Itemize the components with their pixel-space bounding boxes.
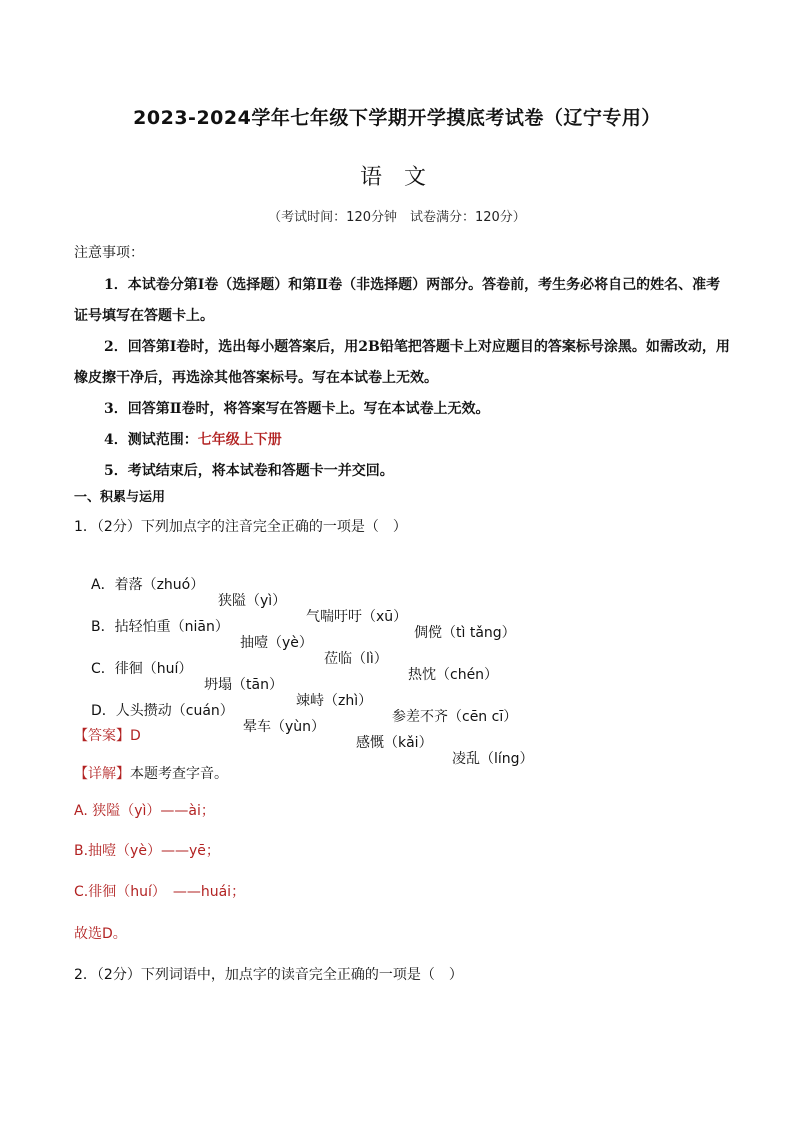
subject-heading: 语文 xyxy=(359,165,448,190)
detail-line xyxy=(74,763,228,783)
note-prefix: 4．测试范围： xyxy=(104,432,198,448)
conclusion: 故选D。 xyxy=(74,926,127,942)
answer-label: 【答案】D xyxy=(74,728,141,744)
option-term: 莅临（lì） xyxy=(324,651,388,667)
notes-list xyxy=(74,270,730,487)
explanation-item: B.抽噎（yè）——yē； xyxy=(74,843,220,859)
option-term: 参差不齐（cēn cī） xyxy=(392,709,518,725)
option-term: 抽噎（yè） xyxy=(240,635,313,651)
option-term: 倜傥（tì tǎng） xyxy=(414,625,516,641)
note-item: 5．考试结束后，将本试卷和答题卡一并交回。 xyxy=(104,463,394,479)
section-heading: 一、积累与运用 xyxy=(74,490,166,505)
note-item: 2．回答第Ⅰ卷时，选出每小题答案后，用2B铅笔把答题卡上对应题目的答案标号涂黑。如需改动，用橡皮擦干净后，再选涂其他答案标号。写在本试卷上无效。 xyxy=(74,339,730,386)
note-item: 1．本试卷分第Ⅰ卷（选择题）和第Ⅱ卷（非选择题）两部分。答卷前，考生务必将自己的姓名、准考证号填写在答题卡上。 xyxy=(74,277,721,324)
option-term: B．拈轻怕重（niān） xyxy=(91,619,229,635)
note-item xyxy=(74,425,730,456)
option-term: 凌乱（líng） xyxy=(452,751,534,767)
test-scope-highlight: 七年级上下册 xyxy=(197,432,282,448)
exam-info: （考试时间：120分钟 试卷满分：120分） xyxy=(268,210,526,225)
detail-label: 【详解】 xyxy=(74,766,130,782)
detail-text: 本题考查字音。 xyxy=(130,766,228,782)
notes-heading: 注意事项： xyxy=(74,245,144,261)
question-stem: 1．（2分）下列加点字的注音完全正确的一项是（ ） xyxy=(74,519,407,535)
question-stem: 2．（2分）下列词语中，加点字的读音完全正确的一项是（ ） xyxy=(74,967,463,983)
option-term: C．徘徊（huí） xyxy=(91,661,193,677)
option-term: 竦峙（zhì） xyxy=(296,693,373,709)
option-term: D．人头攒动（cuán） xyxy=(91,703,234,719)
option-term: 坍塌（tān） xyxy=(204,677,283,693)
explanation-item: A. 狭隘（yì）——ài； xyxy=(74,803,215,819)
note-item: 3．回答第Ⅱ卷时，将答案写在答题卡上。写在本试卷上无效。 xyxy=(104,401,490,417)
option-term: 热忱（chén） xyxy=(408,667,499,683)
option-term: 气喘吁吁（xū） xyxy=(306,609,408,625)
option-term: A．着落（zhuó） xyxy=(91,577,205,593)
page-title: 2023-2024学年七年级下学期开学摸底考试卷（辽宁专用） xyxy=(133,107,661,129)
option-term: 感慨（kǎi） xyxy=(356,735,433,751)
option-term: 晕车（yùn） xyxy=(243,719,326,735)
option-term: 狭隘（yì） xyxy=(218,593,287,609)
explanation-item: C.徘徊（huí） ——huái； xyxy=(74,884,246,900)
